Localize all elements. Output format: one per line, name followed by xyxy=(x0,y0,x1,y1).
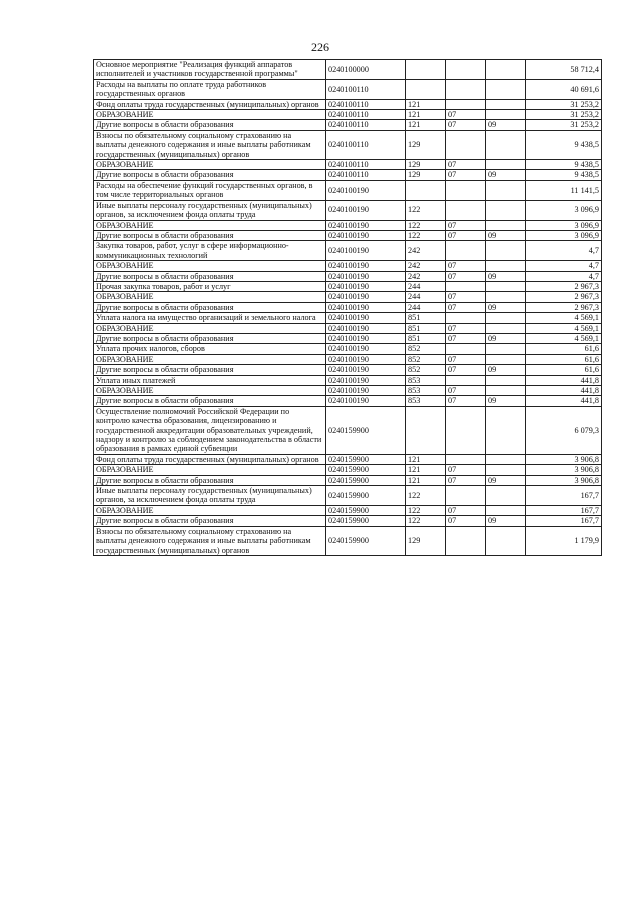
expense-type-cell: 121 xyxy=(406,110,446,120)
expense-type-cell: 121 xyxy=(406,454,446,464)
section-cell: 07 xyxy=(446,365,486,375)
subsection-cell xyxy=(486,375,526,385)
amount-cell: 40 691,6 xyxy=(526,79,602,99)
amount-cell: 167,7 xyxy=(526,516,602,526)
amount-cell: 2 967,3 xyxy=(526,302,602,312)
table-row xyxy=(94,354,602,364)
expense-type-cell: 242 xyxy=(406,261,446,271)
section-cell xyxy=(446,486,486,506)
subsection-cell: 09 xyxy=(486,230,526,240)
amount-cell: 6 079,3 xyxy=(526,406,602,454)
subsection-cell: 09 xyxy=(486,516,526,526)
expense-type-cell: 852 xyxy=(406,344,446,354)
table-row xyxy=(94,333,602,343)
subsection-cell xyxy=(486,323,526,333)
amount-cell: 9 438,5 xyxy=(526,160,602,170)
subsection-cell: 09 xyxy=(486,333,526,343)
expense-type-cell: 853 xyxy=(406,386,446,396)
expense-type-cell: 851 xyxy=(406,323,446,333)
expense-name-cell: Другие вопросы в области образования xyxy=(94,475,326,485)
amount-cell: 9 438,5 xyxy=(526,130,602,159)
table-row xyxy=(94,454,602,464)
section-cell xyxy=(446,180,486,200)
table-row xyxy=(94,120,602,130)
target-code-cell: 0240100190 xyxy=(326,396,406,406)
target-code-cell: 0240159900 xyxy=(326,454,406,464)
target-code-cell: 0240100190 xyxy=(326,281,406,291)
amount-cell: 441,8 xyxy=(526,375,602,385)
section-cell: 07 xyxy=(446,292,486,302)
amount-cell: 441,8 xyxy=(526,386,602,396)
amount-cell: 4,7 xyxy=(526,271,602,281)
expense-type-cell: 121 xyxy=(406,120,446,130)
amount-cell: 3 096,9 xyxy=(526,230,602,240)
amount-cell: 11 141,5 xyxy=(526,180,602,200)
expense-type-cell: 851 xyxy=(406,333,446,343)
expense-name-cell: Другие вопросы в области образования xyxy=(94,271,326,281)
target-code-cell: 0240100190 xyxy=(326,261,406,271)
target-code-cell: 0240159900 xyxy=(326,526,406,555)
expense-type-cell: 852 xyxy=(406,354,446,364)
target-code-cell: 0240159900 xyxy=(326,475,406,485)
table-row xyxy=(94,180,602,200)
table-row xyxy=(94,365,602,375)
amount-cell: 4,7 xyxy=(526,241,602,261)
expense-type-cell: 129 xyxy=(406,160,446,170)
amount-cell: 31 253,2 xyxy=(526,110,602,120)
subsection-cell xyxy=(486,354,526,364)
amount-cell: 9 438,5 xyxy=(526,170,602,180)
section-cell: 07 xyxy=(446,160,486,170)
target-code-cell: 0240100190 xyxy=(326,302,406,312)
subsection-cell xyxy=(486,180,526,200)
table-row xyxy=(94,516,602,526)
expense-name-cell: Другие вопросы в области образования xyxy=(94,170,326,180)
subsection-cell xyxy=(486,406,526,454)
expense-name-cell: Уплата прочих налогов, сборов xyxy=(94,344,326,354)
section-cell: 07 xyxy=(446,386,486,396)
table-row xyxy=(94,505,602,515)
expense-name-cell: Прочая закупка товаров, работ и услуг xyxy=(94,281,326,291)
expense-type-cell: 122 xyxy=(406,220,446,230)
section-cell: 07 xyxy=(446,302,486,312)
expense-name-cell: Расходы на выплаты по оплате труда работников государственных органов xyxy=(94,79,326,99)
amount-cell: 167,7 xyxy=(526,486,602,506)
expense-type-cell: 121 xyxy=(406,99,446,109)
target-code-cell: 0240100110 xyxy=(326,110,406,120)
subsection-cell: 09 xyxy=(486,365,526,375)
table-row xyxy=(94,130,602,159)
target-code-cell: 0240159900 xyxy=(326,516,406,526)
amount-cell: 1 179,9 xyxy=(526,526,602,555)
target-code-cell: 0240100190 xyxy=(326,313,406,323)
target-code-cell: 0240100190 xyxy=(326,354,406,364)
subsection-cell xyxy=(486,200,526,220)
target-code-cell: 0240100190 xyxy=(326,180,406,200)
target-code-cell: 0240100190 xyxy=(326,386,406,396)
subsection-cell: 09 xyxy=(486,271,526,281)
expense-type-cell: 122 xyxy=(406,486,446,506)
table-row xyxy=(94,230,602,240)
expense-name-cell: Другие вопросы в области образования xyxy=(94,516,326,526)
expense-name-cell: ОБРАЗОВАНИЕ xyxy=(94,323,326,333)
section-cell: 07 xyxy=(446,505,486,515)
expense-name-cell: ОБРАЗОВАНИЕ xyxy=(94,505,326,515)
section-cell: 07 xyxy=(446,333,486,343)
table-row xyxy=(94,313,602,323)
budget-table xyxy=(93,59,602,556)
subsection-cell xyxy=(486,292,526,302)
amount-cell: 167,7 xyxy=(526,505,602,515)
budget-table-body xyxy=(94,60,602,556)
section-cell: 07 xyxy=(446,516,486,526)
amount-cell: 3 096,9 xyxy=(526,200,602,220)
target-code-cell: 0240159900 xyxy=(326,505,406,515)
target-code-cell: 0240100190 xyxy=(326,200,406,220)
section-cell xyxy=(446,99,486,109)
expense-name-cell: Фонд оплаты труда государственных (муниципальных) органов xyxy=(94,454,326,464)
expense-type-cell: 122 xyxy=(406,516,446,526)
subsection-cell: 09 xyxy=(486,120,526,130)
target-code-cell: 0240100190 xyxy=(326,220,406,230)
expense-type-cell: 121 xyxy=(406,465,446,475)
subsection-cell xyxy=(486,241,526,261)
expense-name-cell: Уплата иных платежей xyxy=(94,375,326,385)
expense-name-cell: Фонд оплаты труда государственных (муниципальных) органов xyxy=(94,99,326,109)
amount-cell: 3 906,8 xyxy=(526,475,602,485)
expense-type-cell: 853 xyxy=(406,396,446,406)
expense-name-cell: Другие вопросы в области образования xyxy=(94,396,326,406)
amount-cell: 3 906,8 xyxy=(526,465,602,475)
section-cell: 07 xyxy=(446,230,486,240)
expense-type-cell: 244 xyxy=(406,302,446,312)
target-code-cell: 0240100190 xyxy=(326,230,406,240)
table-row xyxy=(94,386,602,396)
expense-type-cell: 853 xyxy=(406,375,446,385)
section-cell: 07 xyxy=(446,120,486,130)
table-row xyxy=(94,281,602,291)
table-row xyxy=(94,261,602,271)
amount-cell: 4 569,1 xyxy=(526,323,602,333)
expense-name-cell: Осуществление полномочий Российской Федерации по контролю качества образования, лицензированию и государственной аккредитации образовательных учреждений, надзору и контролю за соблюдением законодательства в области образования в рамках единой субвенции xyxy=(94,406,326,454)
amount-cell: 31 253,2 xyxy=(526,99,602,109)
section-cell xyxy=(446,241,486,261)
table-row xyxy=(94,241,602,261)
expense-type-cell: 122 xyxy=(406,505,446,515)
target-code-cell: 0240159900 xyxy=(326,406,406,454)
target-code-cell: 0240100190 xyxy=(326,344,406,354)
table-row xyxy=(94,302,602,312)
expense-name-cell: Другие вопросы в области образования xyxy=(94,365,326,375)
amount-cell: 61,6 xyxy=(526,344,602,354)
page-number: 226 xyxy=(311,40,329,54)
expense-type-cell: 242 xyxy=(406,271,446,281)
expense-type-cell: 244 xyxy=(406,292,446,302)
expense-name-cell: Взносы по обязательному социальному страхованию на выплаты денежного содержания и иные выплаты работникам государственных (муниципальных) органов xyxy=(94,526,326,555)
expense-name-cell: Закупка товаров, работ, услуг в сфере информационно-коммуникационных технологий xyxy=(94,241,326,261)
expense-type-cell xyxy=(406,60,446,80)
amount-cell: 4 569,1 xyxy=(526,333,602,343)
subsection-cell: 09 xyxy=(486,170,526,180)
amount-cell: 2 967,3 xyxy=(526,292,602,302)
subsection-cell xyxy=(486,281,526,291)
expense-type-cell: 129 xyxy=(406,526,446,555)
target-code-cell: 0240100110 xyxy=(326,160,406,170)
section-cell xyxy=(446,200,486,220)
amount-cell: 441,8 xyxy=(526,396,602,406)
expense-type-cell: 129 xyxy=(406,130,446,159)
expense-name-cell: Взносы по обязательному социальному страхованию на выплаты денежного содержания и иные выплаты работникам государственных (муниципальных) органов xyxy=(94,130,326,159)
expense-name-cell: ОБРАЗОВАНИЕ xyxy=(94,261,326,271)
target-code-cell: 0240100000 xyxy=(326,60,406,80)
section-cell xyxy=(446,79,486,99)
table-row xyxy=(94,160,602,170)
target-code-cell: 0240100110 xyxy=(326,120,406,130)
expense-type-cell: 122 xyxy=(406,230,446,240)
expense-name-cell: Иные выплаты персоналу государственных (муниципальных) органов, за исключением фонда оплаты труда xyxy=(94,200,326,220)
amount-cell: 61,6 xyxy=(526,354,602,364)
amount-cell: 61,6 xyxy=(526,365,602,375)
expense-name-cell: Основное мероприятие "Реализация функций аппаратов исполнителей и участников государственной программы" xyxy=(94,60,326,80)
section-cell xyxy=(446,313,486,323)
table-row xyxy=(94,526,602,555)
section-cell: 07 xyxy=(446,354,486,364)
subsection-cell xyxy=(486,60,526,80)
table-row xyxy=(94,465,602,475)
target-code-cell: 0240100110 xyxy=(326,170,406,180)
expense-name-cell: Другие вопросы в области образования xyxy=(94,120,326,130)
target-code-cell: 0240100190 xyxy=(326,365,406,375)
expense-type-cell: 242 xyxy=(406,241,446,261)
target-code-cell: 0240100110 xyxy=(326,130,406,159)
expense-name-cell: ОБРАЗОВАНИЕ xyxy=(94,160,326,170)
subsection-cell xyxy=(486,261,526,271)
section-cell: 07 xyxy=(446,323,486,333)
expense-name-cell: ОБРАЗОВАНИЕ xyxy=(94,110,326,120)
expense-type-cell: 851 xyxy=(406,313,446,323)
table-row xyxy=(94,344,602,354)
expense-name-cell: ОБРАЗОВАНИЕ xyxy=(94,220,326,230)
subsection-cell xyxy=(486,526,526,555)
section-cell: 07 xyxy=(446,110,486,120)
subsection-cell xyxy=(486,99,526,109)
section-cell xyxy=(446,375,486,385)
expense-name-cell: ОБРАЗОВАНИЕ xyxy=(94,354,326,364)
section-cell: 07 xyxy=(446,170,486,180)
table-row xyxy=(94,486,602,506)
subsection-cell xyxy=(486,79,526,99)
section-cell: 07 xyxy=(446,261,486,271)
target-code-cell: 0240159900 xyxy=(326,486,406,506)
target-code-cell: 0240100110 xyxy=(326,79,406,99)
section-cell: 07 xyxy=(446,396,486,406)
subsection-cell xyxy=(486,486,526,506)
target-code-cell: 0240100190 xyxy=(326,271,406,281)
section-cell: 07 xyxy=(446,271,486,281)
target-code-cell: 0240100110 xyxy=(326,99,406,109)
table-row xyxy=(94,220,602,230)
expense-type-cell: 121 xyxy=(406,475,446,485)
subsection-cell xyxy=(486,110,526,120)
expense-name-cell: ОБРАЗОВАНИЕ xyxy=(94,292,326,302)
expense-name-cell: Другие вопросы в области образования xyxy=(94,302,326,312)
section-cell xyxy=(446,454,486,464)
expense-name-cell: Иные выплаты персоналу государственных (муниципальных) органов, за исключением фонда оплаты труда xyxy=(94,486,326,506)
subsection-cell: 09 xyxy=(486,302,526,312)
subsection-cell xyxy=(486,454,526,464)
amount-cell: 58 712,4 xyxy=(526,60,602,80)
table-row xyxy=(94,170,602,180)
expense-type-cell: 244 xyxy=(406,281,446,291)
table-row xyxy=(94,110,602,120)
expense-type-cell: 852 xyxy=(406,365,446,375)
amount-cell: 2 967,3 xyxy=(526,281,602,291)
target-code-cell: 0240100190 xyxy=(326,241,406,261)
subsection-cell xyxy=(486,160,526,170)
section-cell: 07 xyxy=(446,220,486,230)
section-cell: 07 xyxy=(446,475,486,485)
expense-name-cell: Уплата налога на имущество организаций и земельного налога xyxy=(94,313,326,323)
expense-name-cell: Другие вопросы в области образования xyxy=(94,230,326,240)
target-code-cell: 0240100190 xyxy=(326,375,406,385)
expense-type-cell xyxy=(406,180,446,200)
section-cell xyxy=(446,406,486,454)
expense-name-cell: ОБРАЗОВАНИЕ xyxy=(94,386,326,396)
target-code-cell: 0240100190 xyxy=(326,333,406,343)
table-row xyxy=(94,200,602,220)
section-cell xyxy=(446,130,486,159)
subsection-cell xyxy=(486,220,526,230)
table-row xyxy=(94,60,602,80)
section-cell xyxy=(446,526,486,555)
subsection-cell xyxy=(486,386,526,396)
table-row xyxy=(94,396,602,406)
table-row xyxy=(94,292,602,302)
expense-name-cell: Расходы на обеспечение функций государственных органов, в том числе территориальных органов xyxy=(94,180,326,200)
amount-cell: 3 906,8 xyxy=(526,454,602,464)
section-cell xyxy=(446,344,486,354)
subsection-cell: 09 xyxy=(486,396,526,406)
table-row xyxy=(94,475,602,485)
table-row xyxy=(94,79,602,99)
subsection-cell xyxy=(486,465,526,475)
subsection-cell: 09 xyxy=(486,475,526,485)
subsection-cell xyxy=(486,313,526,323)
section-cell xyxy=(446,281,486,291)
expense-type-cell: 122 xyxy=(406,200,446,220)
subsection-cell xyxy=(486,505,526,515)
subsection-cell xyxy=(486,344,526,354)
target-code-cell: 0240100190 xyxy=(326,292,406,302)
section-cell xyxy=(446,60,486,80)
amount-cell: 4,7 xyxy=(526,261,602,271)
target-code-cell: 0240100190 xyxy=(326,323,406,333)
target-code-cell: 0240159900 xyxy=(326,465,406,475)
table-row xyxy=(94,271,602,281)
expense-name-cell: Другие вопросы в области образования xyxy=(94,333,326,343)
table-row xyxy=(94,375,602,385)
expense-type-cell: 129 xyxy=(406,170,446,180)
table-row xyxy=(94,323,602,333)
subsection-cell xyxy=(486,130,526,159)
expense-type-cell xyxy=(406,79,446,99)
table-row xyxy=(94,406,602,454)
amount-cell: 31 253,2 xyxy=(526,120,602,130)
table-row xyxy=(94,99,602,109)
amount-cell: 4 569,1 xyxy=(526,313,602,323)
expense-name-cell: ОБРАЗОВАНИЕ xyxy=(94,465,326,475)
section-cell: 07 xyxy=(446,465,486,475)
amount-cell: 3 096,9 xyxy=(526,220,602,230)
expense-type-cell xyxy=(406,406,446,454)
